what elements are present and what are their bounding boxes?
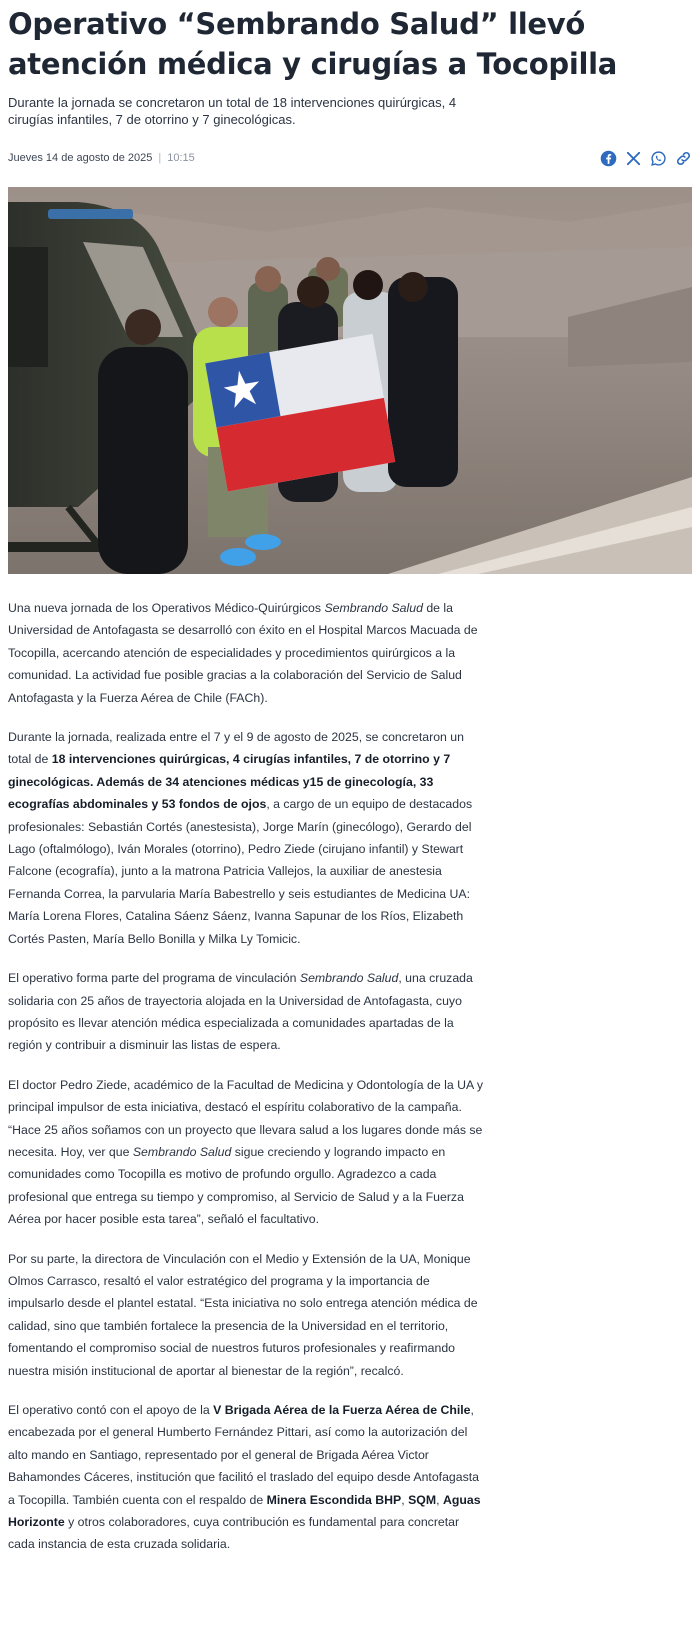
- paragraph-text: y otros colaboradores, cuya contribución es fundamental para concretar cada instancia de esta cruzada solidaria.: [8, 1515, 460, 1552]
- paragraph-text: Aguas Horizonte: [8, 1492, 481, 1530]
- paragraph-text: Sembrando Salud: [132, 1144, 232, 1159]
- paragraph-text: El operativo contó con el apoyo de la: [8, 1403, 214, 1417]
- article-paragraph: [8, 1248, 488, 1382]
- paragraph-text: V Brigada Aérea de la Fuerza Aérea de Chile: [213, 1403, 471, 1417]
- paragraph-text: 18 intervenciones quirúrgicas, 4 cirugías infantiles, 7 de otorrino y 7 ginecológicas. Además de 34 atenciones médicas y15 de ginecología, 33 ecografías abdominales y 53 fondos de ojos: [8, 752, 451, 812]
- article-meta: [8, 148, 692, 168]
- article-paragraph: [8, 1399, 488, 1556]
- article-body: [8, 597, 488, 1573]
- article-paragraph: [8, 967, 488, 1057]
- article-photo: [8, 187, 692, 574]
- paragraph-text: ,: [436, 1492, 443, 1507]
- paragraph-text: , a cargo de un equipo de destacados profesionales: Sebastián Cortés (anestesista), Jorge Marín (ginecólogo), Gerardo del Lago (oftalmólogo), Iván Morales (otorrino), Pedro Ziede (cirujano infantil) y Stewart Falcone (ecografía), junto a la matrona Patricia Vallejos, la auxiliar de anestesia Fernanda Correa, la parvularia María Babestrello y seis estudiantes de Medicina UA: María Lorena Flores, Catalina Sáenz Sáenz, Ivanna Sapunar de los Ríos, Elizabeth Cortés Pasten, María Bello Bonilla y Milka Ly Tomicic.: [8, 797, 473, 946]
- paragraph-text: , una cruzada solidaria con 25 años de trayectoria alojada en la Universidad de Antofagasta, cuyo propósito es llevar atención médica especializada a comunidades apartadas de la región y contribuir a disminuir las listas de espera.: [8, 971, 473, 1053]
- article-title: Operativo “Sembrando Salud” llevó atención médica y cirugías a Tocopilla: [8, 7, 618, 81]
- paragraph-text: ,: [401, 1492, 409, 1507]
- publish-time: 10:15: [167, 152, 195, 164]
- paragraph-text: , encabezada por el general Humberto Fernández Pittari, así como la autorización del alto mando en Santiago, representado por el general de Brigada Aérea Victor Bahamondes Cáceres, institución que facilitó el traslado del equipo desde Antofagasta a Tocopilla. También cuenta con el respaldo de: [8, 1403, 480, 1507]
- paragraph-text: SQM: [408, 1492, 437, 1507]
- article-subtitle: Durante la jornada se concretaron un total de 18 intervenciones quirúrgicas, 4 cirugías infantiles, 7 de otorrino y 7 ginecológicas.: [8, 95, 457, 127]
- share-bar: [600, 148, 692, 168]
- whatsapp-icon[interactable]: [650, 150, 667, 167]
- x-icon[interactable]: [625, 150, 642, 167]
- paragraph-text: Sembrando Salud: [324, 601, 423, 615]
- paragraph-text: El doctor Pedro Ziede, académico de la Facultad de Medicina y Odontología de la UA y principal impulsor de esta iniciativa, destacó el espíritu colaborativo de la campaña. “Hace 25 años soñamos con un proyecto que llevara salud a los lugares donde más se necesita. Hoy, ver que: [8, 1077, 484, 1159]
- photo-medical-team-helicopter-chilean-flag: [8, 187, 692, 574]
- paragraph-text: Minera Escondida BHP: [266, 1492, 402, 1507]
- article-paragraph: [8, 1074, 488, 1231]
- paragraph-text: de la Universidad de Antofagasta se desarrolló con éxito en el Hospital Marcos Macuada de Tocopilla, acercando atención de especialidades y procedimientos quirúrgicos a la comunidad. La actividad fue posible gracias a la colaboración del Servicio de Salud Antofagasta y la Fuerza Aérea de Chile (FACh).: [8, 601, 478, 705]
- paragraph-text: El operativo forma parte del programa de vinculación: [8, 971, 300, 986]
- paragraph-text: sigue creciendo y logrando impacto en comunidades como Tocopilla es motivo de profundo orgullo. Agradezco a cada profesional que entrega su tiempo y compromiso, al Servicio de Salud y a la Fuerza Aérea por hacer posible esta tarea”, señaló el facultativo.: [8, 1144, 464, 1227]
- paragraph-text: Por su parte, la directora de Vinculación con el Medio y Extensión de la UA, Monique Olmos Carrasco, resaltó el valor estratégico del programa y la importancia de impulsarlo desde el plantel estatal. “Esta iniciativa no solo entrega atención médica de calidad, sino que también fortalece la presencia de la Universidad en el territorio, fomentando el compromiso social de nuestros futuros profesionales y reafirmando nuestra misión institucional de aportar al bienestar de la región”, recalcó.: [8, 1251, 478, 1378]
- link-icon[interactable]: [675, 150, 692, 167]
- article-paragraph: [8, 597, 488, 709]
- paragraph-text: Sembrando Salud: [299, 971, 399, 986]
- meta-separator: |: [158, 152, 162, 164]
- paragraph-text: Una nueva jornada de los Operativos Médico-Quirúrgicos: [8, 601, 325, 615]
- publish-date: Jueves 14 de agosto de 2025: [8, 152, 153, 164]
- facebook-icon[interactable]: [600, 150, 617, 167]
- paragraph-text: Durante la jornada, realizada entre el 7 y el 9 de agosto de 2025, se concretaron un total de: [8, 730, 464, 767]
- article-paragraph: [8, 726, 488, 950]
